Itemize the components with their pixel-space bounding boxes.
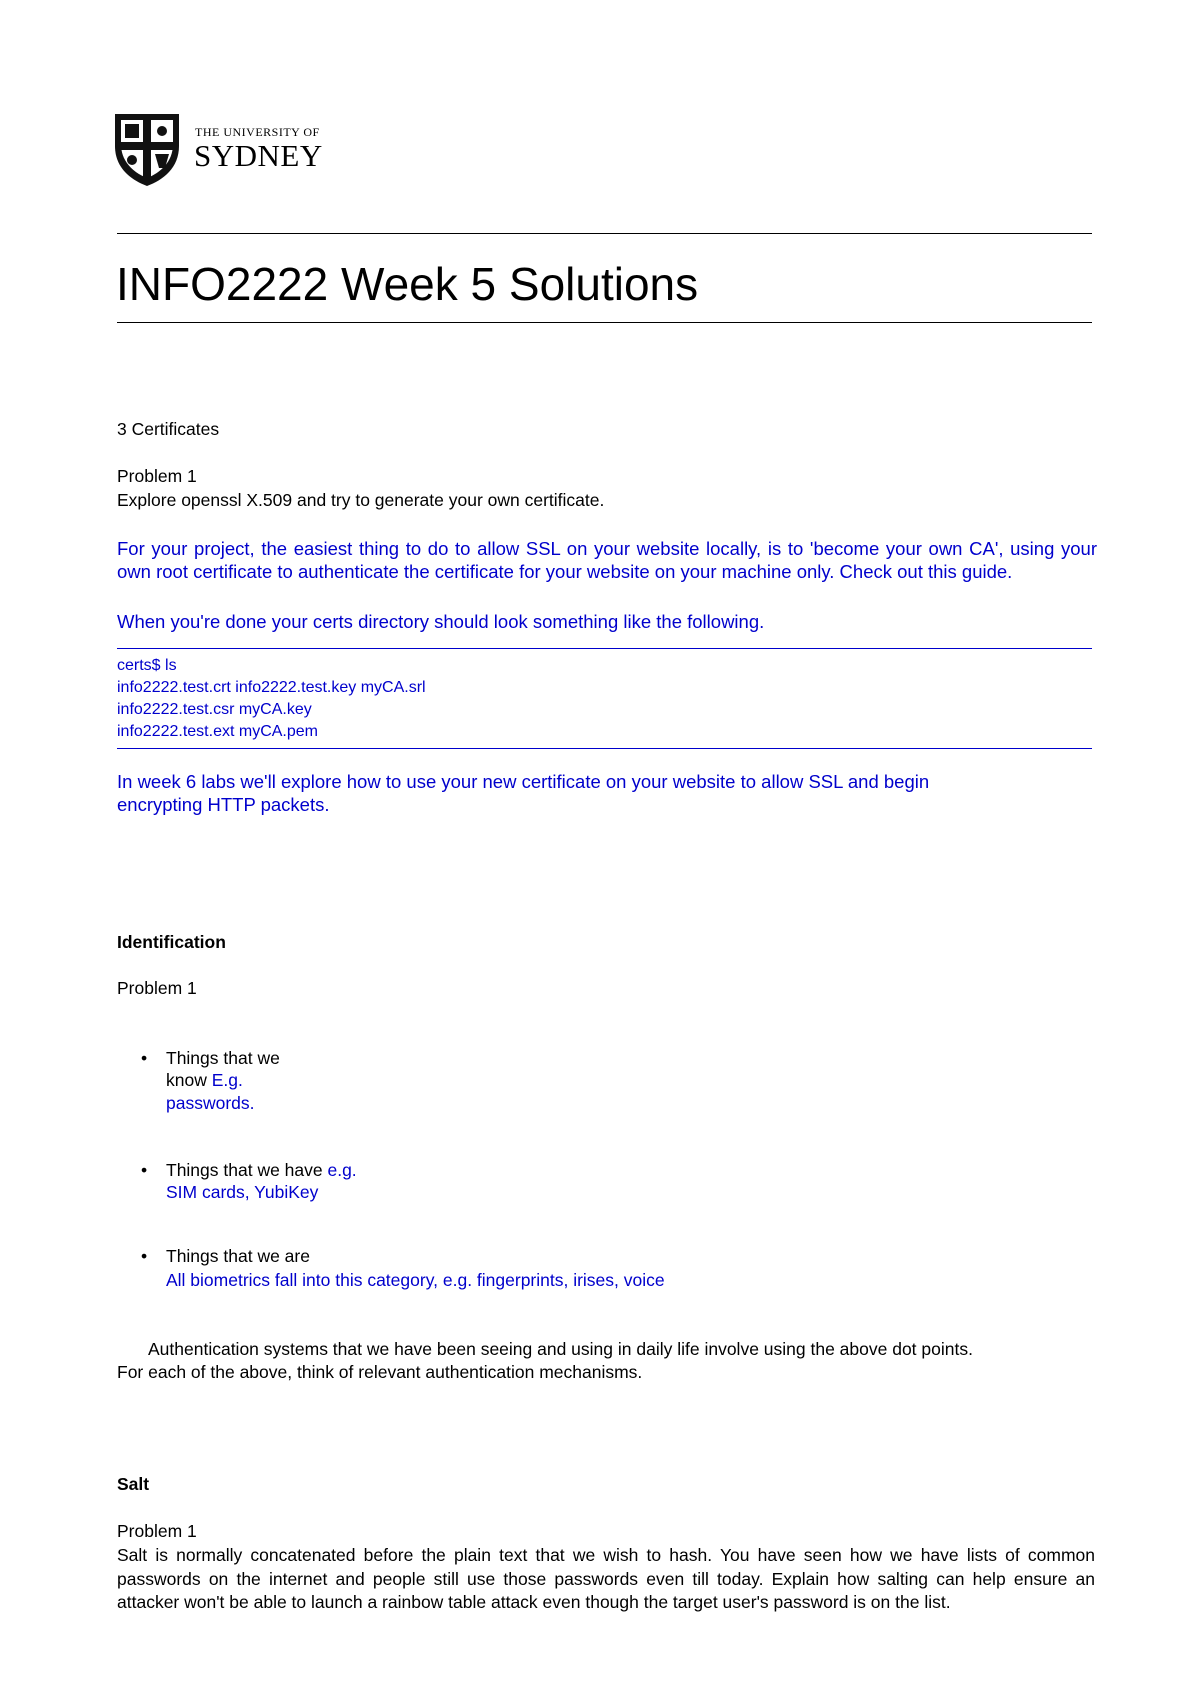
bullet-1-line-2 bbox=[166, 1069, 243, 1092]
certificates-heading: 3 Certificates bbox=[117, 419, 220, 439]
ident-paragraph-line-1: Authentication systems that we have been seeing and using in daily life involve using the above dot points. bbox=[148, 1339, 973, 1359]
code-line-3: info2222.test.csr myCA.key bbox=[117, 701, 312, 718]
bullet-1-line-3: passwords. bbox=[166, 1093, 255, 1113]
title-bottom-rule bbox=[117, 322, 1092, 323]
salt-problem-label: Problem 1 bbox=[117, 1521, 197, 1541]
bullet-marker-2: • bbox=[141, 1160, 148, 1180]
logo-line-2: SYDNEY bbox=[194, 138, 323, 173]
code-bottom-rule bbox=[117, 748, 1092, 749]
bullet-1-know: know bbox=[166, 1070, 212, 1090]
identification-heading: Identification bbox=[117, 932, 226, 952]
code-top-rule bbox=[117, 648, 1092, 649]
code-line-2: info2222.test.crt info2222.test.key myCA.srl bbox=[117, 679, 426, 696]
bullet-3-line-2: All biometrics fall into this category, e.g. fingerprints, irises, voice bbox=[166, 1270, 665, 1290]
bullet-2-line-1 bbox=[166, 1159, 357, 1182]
logo-line-1: THE UNIVERSITY OF bbox=[195, 125, 320, 139]
cert-after-line-1: In week 6 labs we'll explore how to use your new certificate on your website to allow SSL and begin bbox=[117, 771, 930, 792]
page-title: INFO2222 Week 5 Solutions bbox=[116, 258, 699, 310]
code-line-1: certs$ ls bbox=[117, 657, 177, 674]
salt-problem-text: Salt is normally concatenated before the plain text that we wish to hash. You have seen how we have lists of common passwords on the internet and people still use those passwords even till today. Explain how salting can help ensure an attacker won't be able to launch a rainbow table attack even though the target user's password is on the list. bbox=[117, 1545, 1095, 1612]
bullet-2-line-2: SIM cards, YubiKey bbox=[166, 1182, 319, 1202]
bullet-1-eg: E.g. bbox=[211, 1070, 243, 1090]
university-logo bbox=[113, 112, 323, 190]
cert-problem-text: Explore openssl X.509 and try to generate your own certificate. bbox=[117, 490, 605, 510]
bullet-marker-1: • bbox=[141, 1048, 148, 1068]
bullet-3-line-1: Things that we are bbox=[166, 1246, 310, 1266]
ident-problem-label: Problem 1 bbox=[117, 978, 197, 998]
ident-paragraph-line-2: For each of the above, think of relevant authentication mechanisms. bbox=[117, 1362, 643, 1382]
cert-problem-label: Problem 1 bbox=[117, 466, 197, 486]
bullet-1-line-1: Things that we bbox=[166, 1048, 280, 1068]
title-top-rule bbox=[117, 233, 1092, 234]
bullet-2-eg: e.g. bbox=[327, 1160, 357, 1180]
bullet-marker-3: • bbox=[141, 1246, 148, 1266]
code-line-4: info2222.test.ext myCA.pem bbox=[117, 723, 318, 740]
cert-answer-line-2: When you're done your certs directory should look something like the following. bbox=[117, 611, 765, 632]
crest-icon bbox=[113, 112, 181, 188]
cert-answer-paragraph: For your project, the easiest thing to do to allow SSL on your website locally, is to 'become your own CA', using your own root certificate to authenticate the certificate for your website on your machine only. Check out this guide. bbox=[117, 538, 1097, 582]
cert-after-line-2: encrypting HTTP packets. bbox=[117, 794, 330, 815]
salt-heading: Salt bbox=[117, 1474, 150, 1494]
bullet-2-have: Things that we have bbox=[166, 1160, 328, 1180]
